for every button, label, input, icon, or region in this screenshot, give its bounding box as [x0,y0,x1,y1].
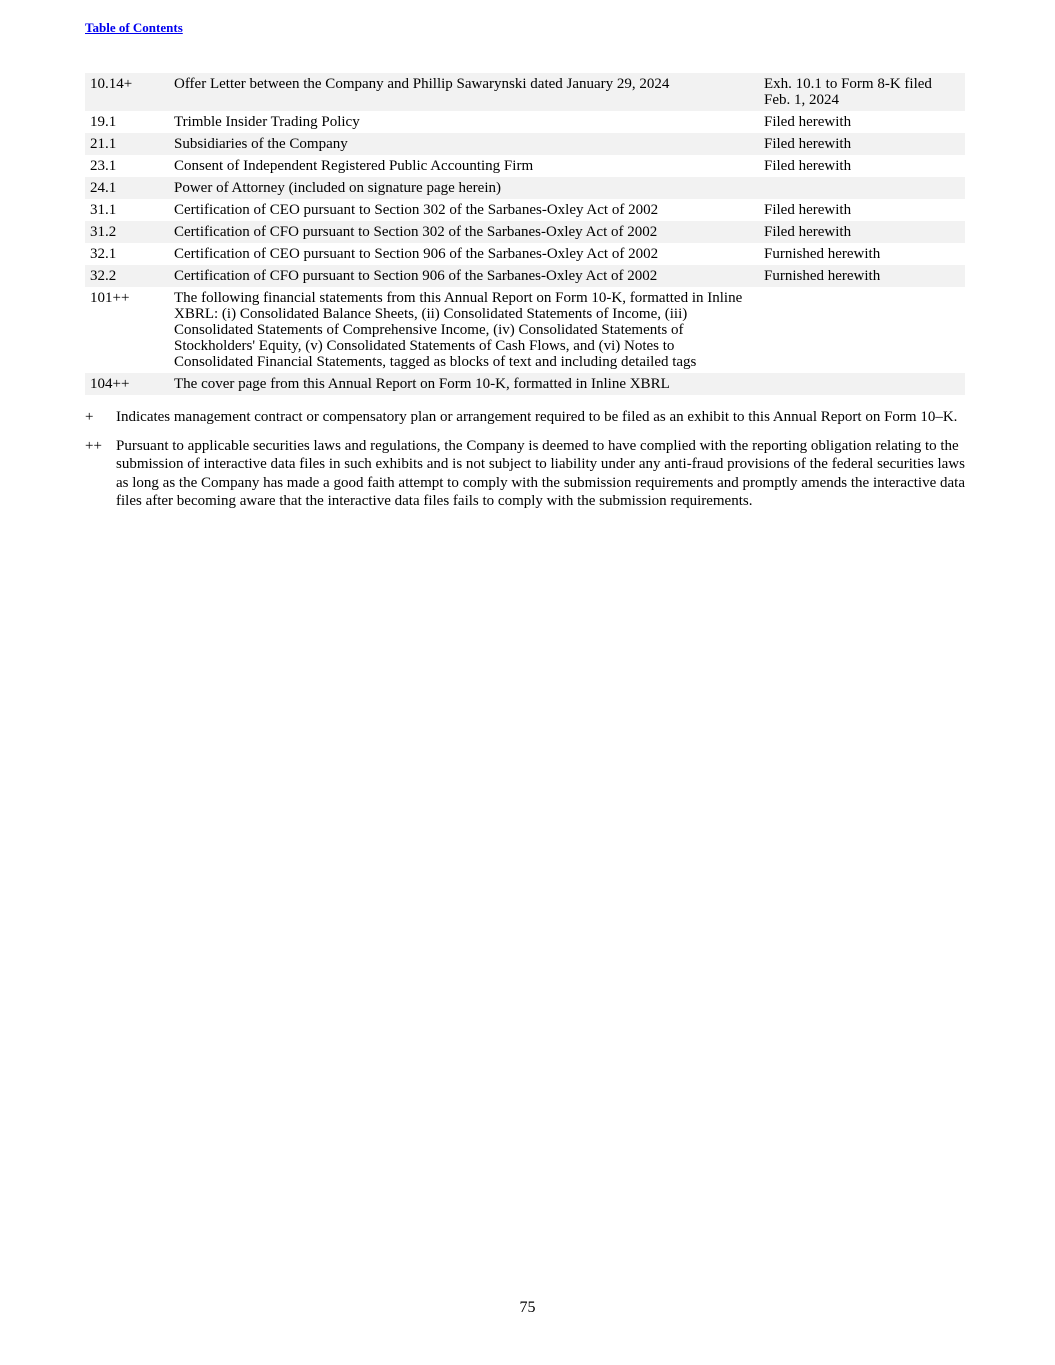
exhibit-description: Certification of CFO pursuant to Section 906 of the Sarbanes-Oxley Act of 2002 [169,265,759,287]
exhibit-filing: Filed herewith [759,133,965,155]
exhibit-number: 101++ [90,290,130,306]
exhibit-filing: Filed herewith [764,158,852,174]
exhibit-table [85,73,965,395]
exhibit-number: 23.1 [90,158,117,174]
exhibit-description: Power of Attorney (included on signature page herein) [169,177,759,199]
exhibit-number: 104++ [85,373,169,395]
exhibit-description: Trimble Insider Trading Policy [174,114,360,130]
table-row [85,221,965,243]
exhibit-description: Certification of CEO pursuant to Section 302 of the Sarbanes-Oxley Act of 2002 [174,202,659,218]
exhibit-number: 32.1 [90,246,117,262]
footnote-text: Pursuant to applicable securities laws and regulations, the Company is deemed to have complied with the reporting obligation relating to the submission of interactive data files in such exhibits and is not subject to liability under any anti-fraud provisions of the federal securities laws as long as the Company has made a good faith attempt to comply with the submission requirements and promptly amends the interactive data files after becoming aware that the interactive data files fails to comply with the submission requirements. [116,437,965,509]
exhibit-description: Subsidiaries of the Company [169,133,759,155]
footnote [85,437,970,511]
table-row [85,111,965,133]
exhibit-number: 19.1 [90,114,117,130]
exhibit-description: The cover page from this Annual Report on Form 10-K, formatted in Inline XBRL [169,373,759,395]
footnote-text: Indicates management contract or compensatory plan or arrangement required to be filed as an exhibit to this Annual Report on Form 10–K. [116,409,958,425]
table-row [85,265,965,287]
exhibit-filing: Filed herewith [764,114,852,130]
table-row [85,199,965,221]
table-row [85,373,965,395]
exhibit-filing [759,373,965,395]
footnote-mark: ++ [85,437,102,454]
exhibit-description: Certification of CEO pursuant to Section 906 of the Sarbanes-Oxley Act of 2002 [174,246,659,262]
exhibit-number: 31.1 [90,202,117,218]
footnote [85,408,970,427]
table-of-contents-link[interactable]: Table of Contents [85,20,183,35]
exhibit-filing: Filed herewith [759,221,965,243]
exhibit-description: The following financial statements from this Annual Report on Form 10-K, formatted in Inline XBRL: (i) Consolidated Balance Sheets, (ii) Consolidated Statements of Income, (iii) Consolidated Statements of Comprehensive Income, (iv) Consolidated Statements of Stockholders' Equity, (v) Consolidated Statements of Cash Flows, and (vi) Notes to Consolidated Financial Statements, tagged as blocks of text and including detailed tags [174,290,743,370]
table-row [85,177,965,199]
exhibit-filing [759,287,965,373]
exhibit-description: Certification of CFO pursuant to Section 302 of the Sarbanes-Oxley Act of 2002 [169,221,759,243]
exhibit-number: 32.2 [85,265,169,287]
page-number: 75 [519,1299,536,1316]
footnotes [85,408,970,521]
exhibit-filing [759,177,965,199]
exhibit-number: 21.1 [85,133,169,155]
footnote-mark: + [85,409,94,425]
table-row [85,287,965,373]
exhibit-filing: Exh. 10.1 to Form 8-K filed Feb. 1, 2024 [759,73,965,111]
exhibit-description: Offer Letter between the Company and Phillip Sawarynski dated January 29, 2024 [169,73,759,111]
exhibit-filing: Furnished herewith [764,246,881,262]
exhibit-number: 10.14+ [85,73,169,111]
exhibit-filing: Filed herewith [764,202,852,218]
table-row [85,243,965,265]
table-row [85,133,965,155]
table-row [85,155,965,177]
exhibit-number: 24.1 [85,177,169,199]
exhibit-number: 31.2 [85,221,169,243]
exhibit-filing: Furnished herewith [759,265,965,287]
table-row [85,73,965,111]
exhibit-description: Consent of Independent Registered Public Accounting Firm [174,158,534,174]
